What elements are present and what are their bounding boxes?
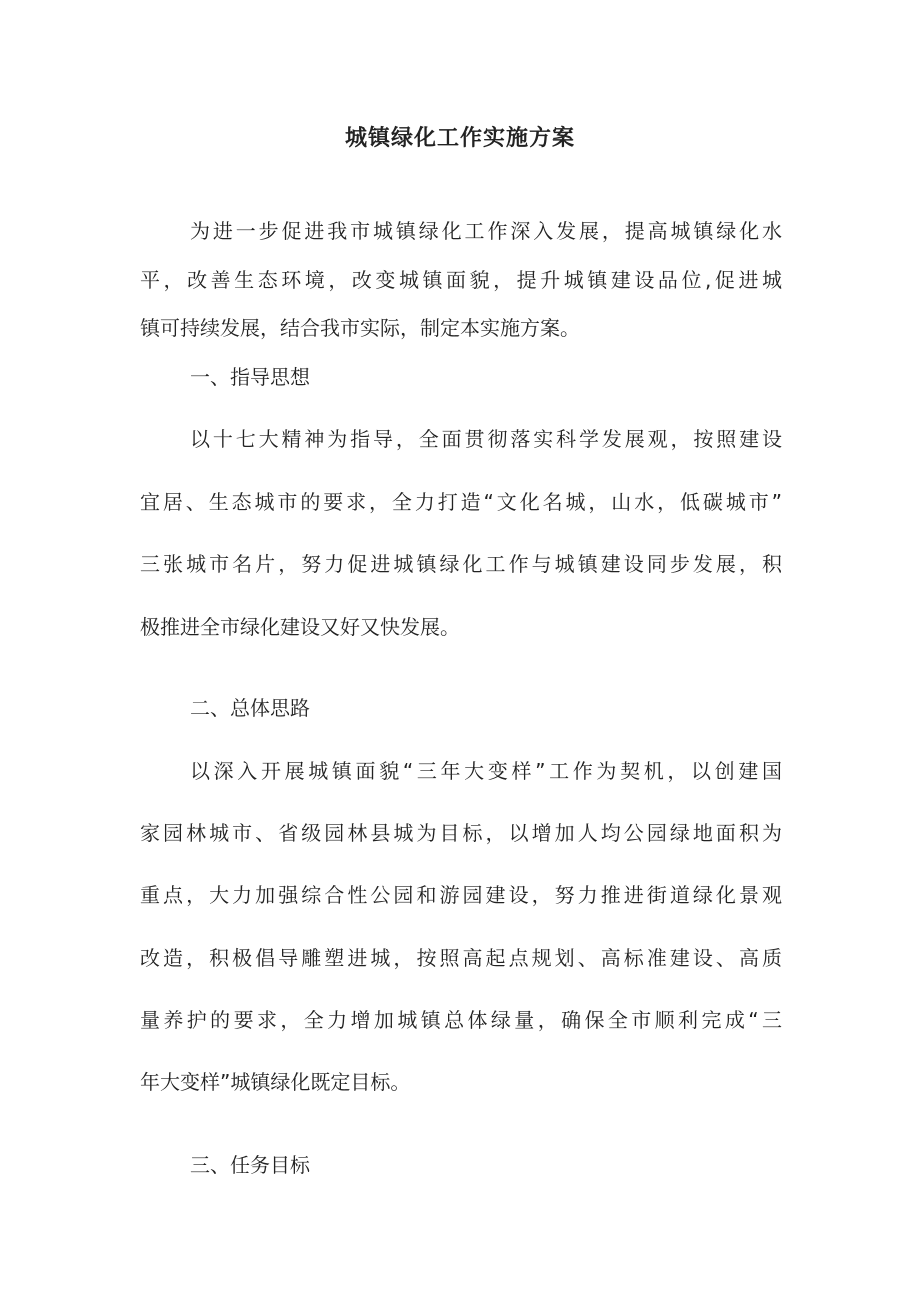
paragraph-approach-line-4: 改造，积极倡导雕塑进城，按照高起点规划、高标准建设、高质 [140,946,786,970]
section-heading-overall-approach: 二、总体思路 [190,696,310,720]
paragraph-intro-line-1: 为进一步促进我市城镇绿化工作深入发展，提高城镇绿化水 [190,219,785,243]
paragraph-approach-line-2: 家园林城市、省级园林县城为目标，以增加人均公园绿地面积为 [140,821,786,845]
section-heading-task-objectives: 三、任务目标 [190,1153,310,1177]
paragraph-intro-line-3: 镇可持续发展，结合我市实际，制定本实施方案。 [140,316,580,340]
document-title: 城镇绿化工作实施方案 [344,126,575,151]
paragraph-guiding-line-1: 以十七大精神为指导，全面贯彻落实科学发展观，按照建设 [190,427,785,451]
paragraph-intro-line-2: 平，改善生态环境，改变城镇面貌，提升城镇建设品位,促进城 [140,268,786,292]
paragraph-approach-line-5: 量养护的要求，全力增加城镇总体绿量，确保全市顺利完成“三 [140,1008,786,1032]
paragraph-guiding-line-2: 宜居、生态城市的要求，全力打造“文化名城，山水，低碳城市” [140,490,785,514]
paragraph-approach-line-1: 以深入开展城镇面貌“三年大变样”工作为契机，以创建国 [190,759,786,783]
paragraph-approach-line-6: 年大变样”城镇绿化既定目标。 [140,1070,411,1094]
paragraph-guiding-line-4: 极推进全市绿化建设又好又快发展。 [140,615,460,639]
paragraph-guiding-line-3: 三张城市名片，努力促进城镇绿化工作与城镇建设同步发展，积 [140,552,786,576]
section-heading-guiding-ideology: 一、指导思想 [190,365,310,389]
paragraph-approach-line-3: 重点，大力加强综合性公园和游园建设，努力推进街道绿化景观 [140,883,786,907]
